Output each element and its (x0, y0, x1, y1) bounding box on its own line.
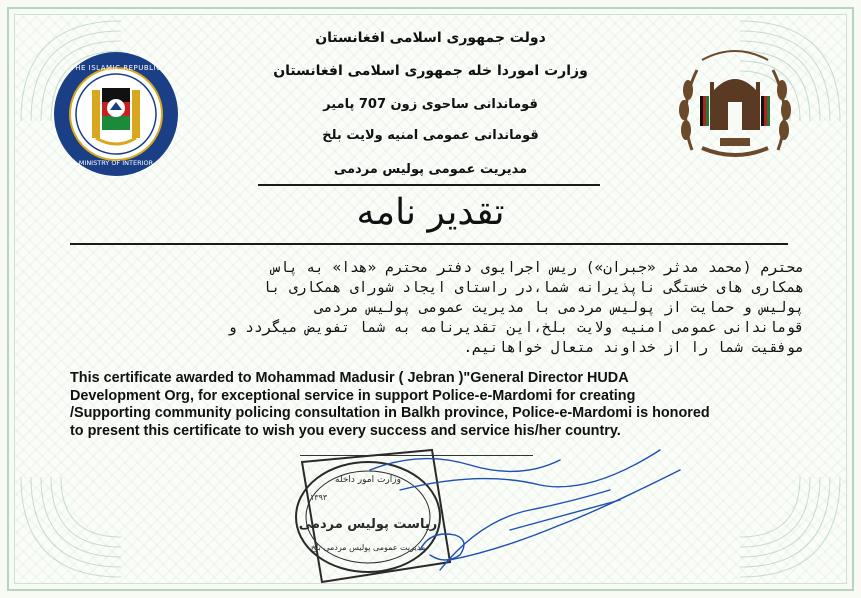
stamp-bottom-text: مدیریت عمومی پولیس مردمی بلخ (310, 543, 426, 552)
header-ministry: وزارت اموردا خله جمهوری اسلامی افغانستان (273, 63, 588, 79)
stamp-number: ۱۳۹۳ (310, 493, 328, 502)
divider (258, 184, 600, 186)
persian-line: همکاری های خستگی ناپذیرانه شما،در راستای ایجاد شورای همکاری با (262, 280, 804, 296)
persian-line: محترم (محمد مدثر «جبران») ریس اجرایوی دفتر محترم «هدا» به پاس (271, 260, 804, 276)
header-provincial-police: قوماندانی عمومی امنیه ولایت بلخ (322, 128, 539, 143)
svg-text:MINISTRY OF INTERIOR: MINISTRY OF INTERIOR (78, 159, 154, 167)
header-community-police: مدیریت عمومی پولیس مردمی (333, 162, 528, 177)
corner-ornament-icon (735, 472, 845, 582)
header-zone-command: قوماندانی ساحوی زون 707 پامیر (323, 97, 538, 112)
svg-text:THE ISLAMIC REPUBLIC: THE ISLAMIC REPUBLIC (70, 64, 162, 72)
stamp-top-text: وزارت امور داخله (335, 475, 401, 485)
english-line: to present this certificate to wish you every success and service his/her country. (70, 422, 621, 439)
handwritten-signature-icon (360, 430, 690, 580)
stamp-middle-text: ریاست پولیس مردمی (298, 517, 438, 532)
persian-line: موفقیت شما را از خداوند متعال خواهانیم. (463, 340, 804, 356)
header-government: دولت جمهوری اسلامی افغانستان (315, 30, 546, 46)
divider (70, 243, 788, 245)
corner-ornament-icon (16, 472, 126, 582)
persian-line: پولیس و حمایت از پولیس مردمی با مدیریت عمومی پولیس مردمی (315, 300, 804, 316)
english-line: This certificate awarded to Mohammad Madusir ( Jebran )"General Director HUDA (70, 370, 629, 386)
certificate-title: تقدیر نامه (356, 192, 505, 233)
persian-line: قوماندانی عمومی امنیه ولایت بلخ،این تقدیرنامه به شما تفویض میگردد و (227, 320, 804, 336)
english-line: /Supporting community policing consultation in Balkh province, Police-e-Mardomi is honored (70, 405, 710, 421)
english-line: Development Org, for exceptional service in support Police-e-Mardomi for creating (70, 387, 636, 404)
persian-body (68, 258, 804, 358)
